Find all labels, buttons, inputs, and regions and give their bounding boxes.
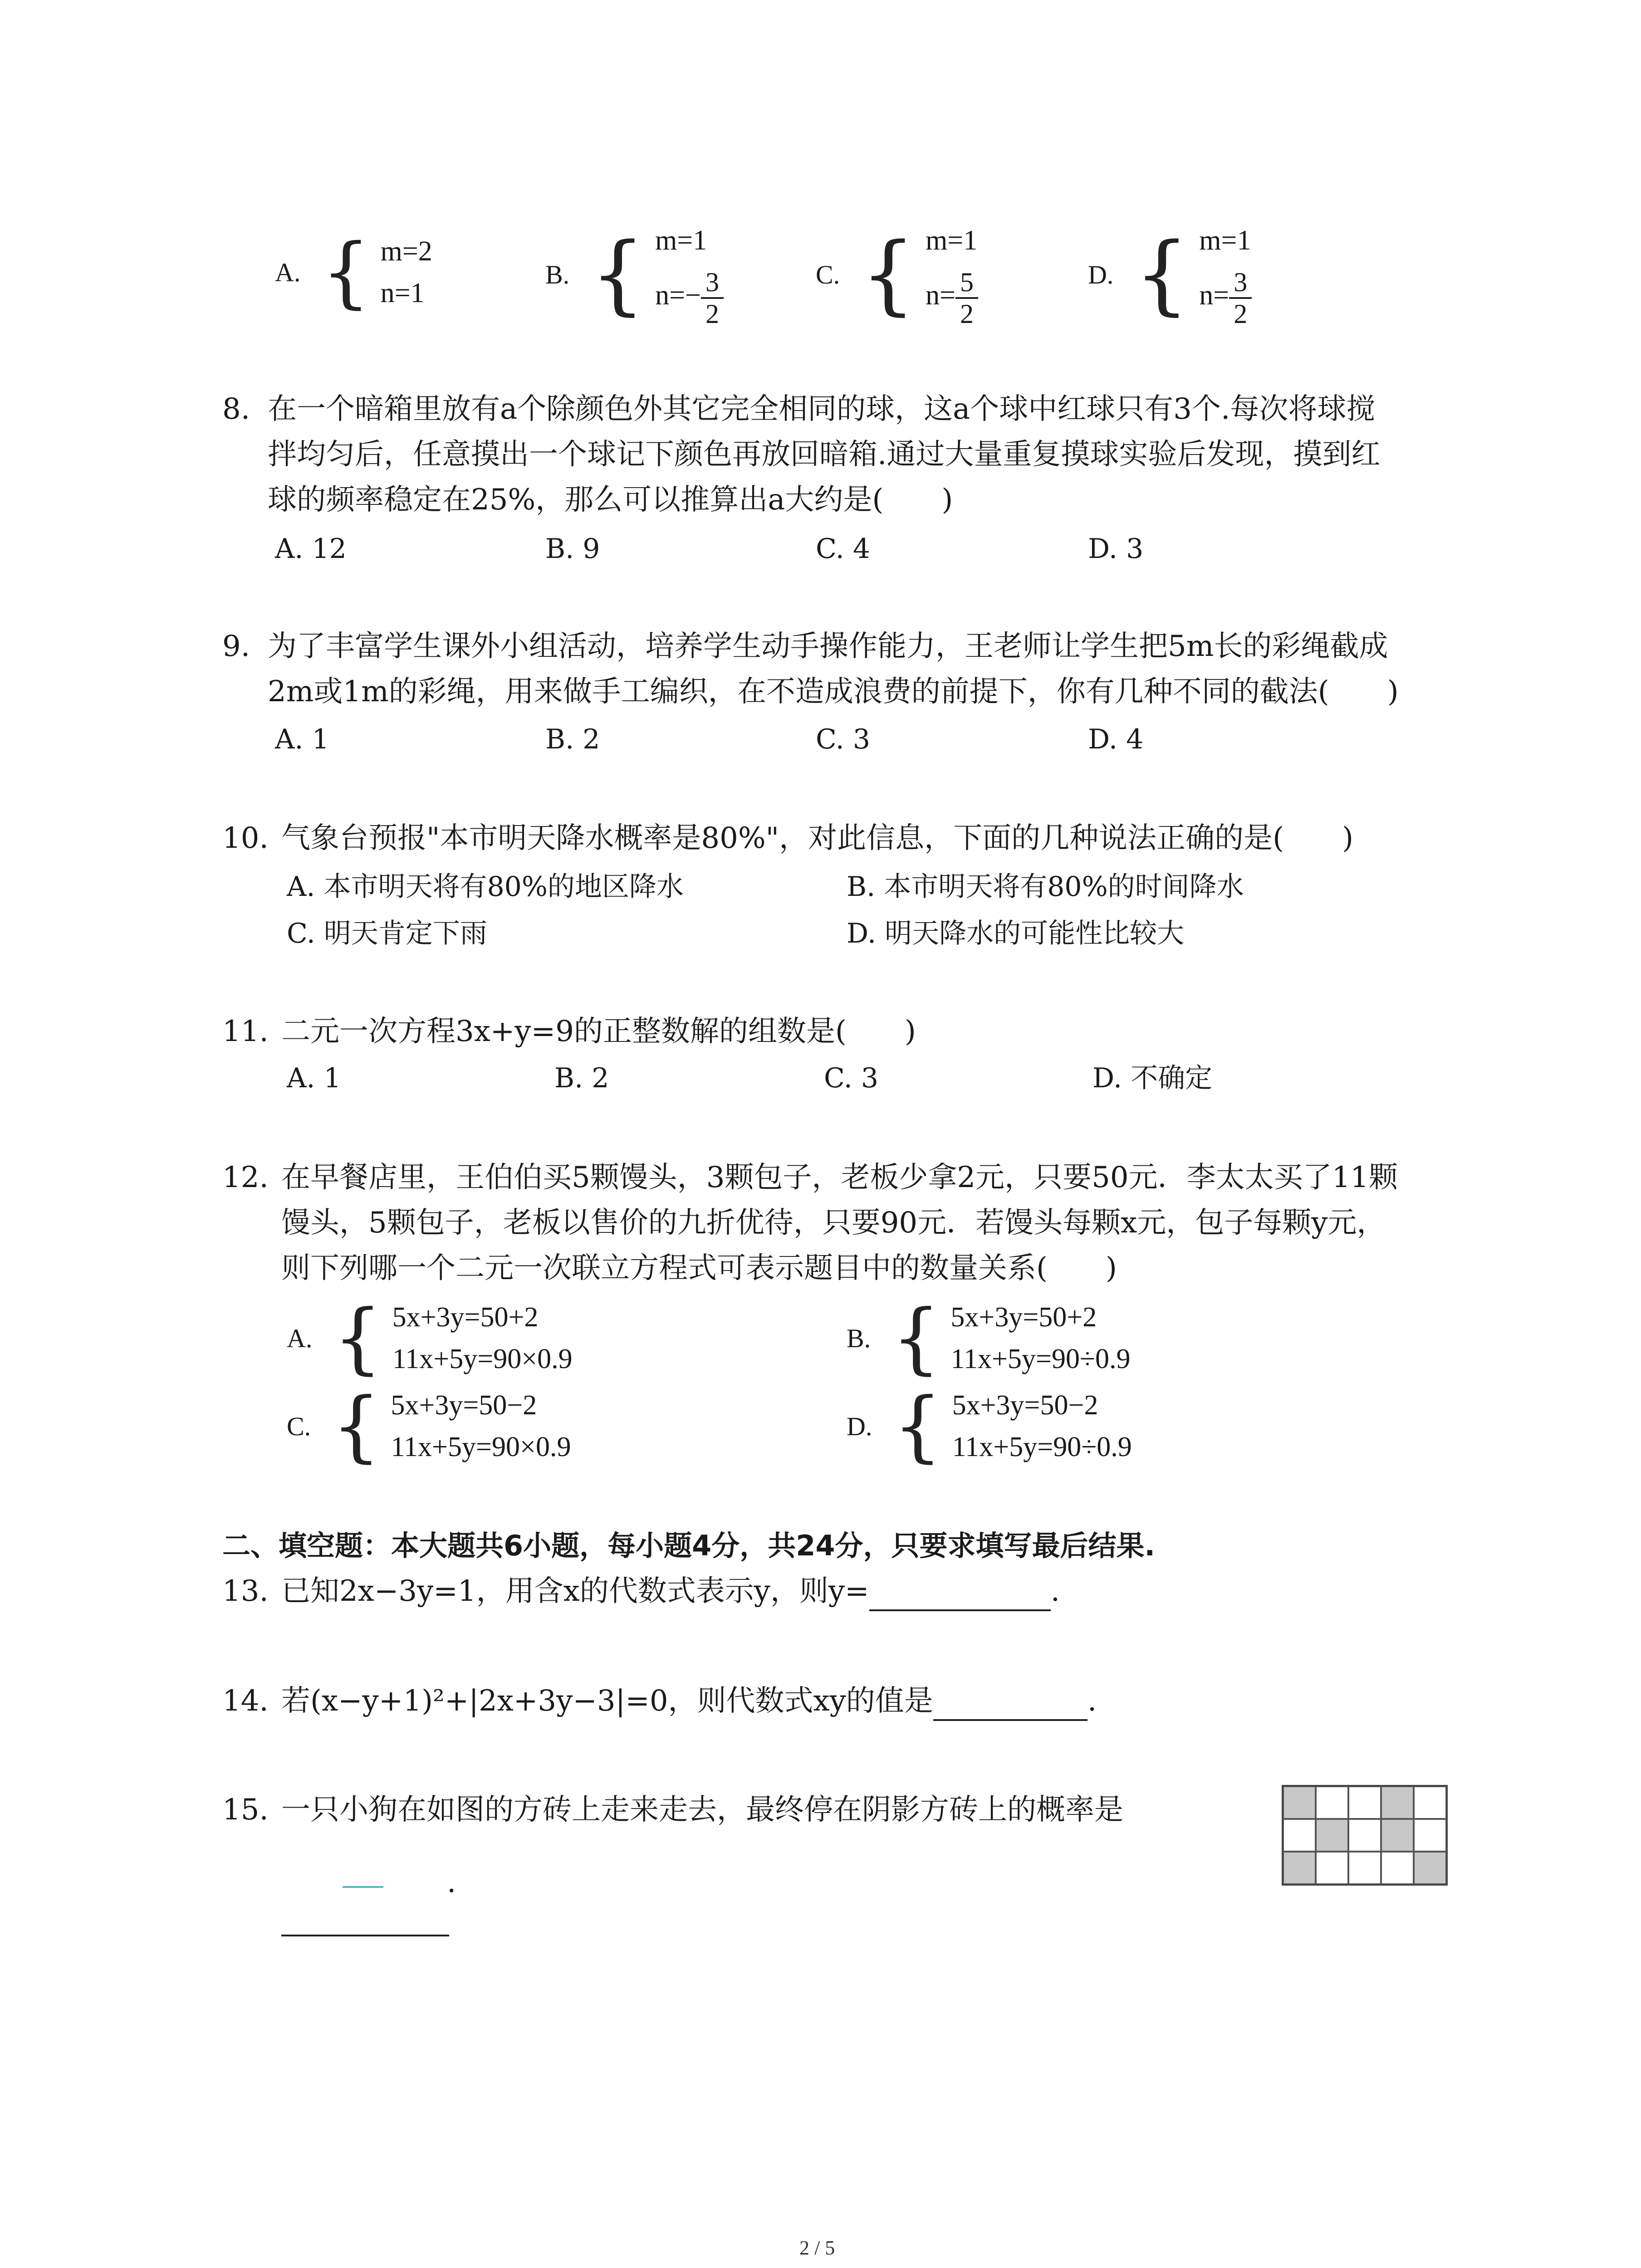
q9-text-line: 2m或1m的彩绳，用来做手工编织，在不造成浪费的前提下，你有几种不同的截法( ) (268, 675, 1399, 709)
brace-icon: { (321, 227, 371, 317)
q12-number: 12. (222, 1161, 269, 1194)
q11-option-c: C. 3 (824, 1062, 879, 1094)
q14-text: 若(x−y+1)²+|2x+3y−3|=0，则代数式xy的值是 (281, 1684, 933, 1718)
q12-option-d (847, 1381, 1132, 1471)
q13-line (281, 1573, 1060, 1611)
q15-text: 一只小狗在如图的方砖上走来走去，最终停在阴影方砖上的概率是 (281, 1793, 1123, 1827)
brace-icon: { (590, 224, 646, 324)
answer-blank[interactable] (281, 1935, 449, 1936)
denominator: 2 (705, 298, 720, 329)
equation-row (655, 261, 724, 329)
fraction (1229, 267, 1252, 329)
q14-end: . (1087, 1684, 1097, 1718)
q7-option-d (1088, 220, 1252, 329)
q14-line (281, 1683, 1097, 1721)
q10-option-c: C. 明天肯定下雨 (287, 918, 487, 949)
q8-number: 8. (222, 392, 250, 426)
tile-shaded (1381, 1786, 1414, 1819)
option-label: C. (287, 1411, 311, 1441)
option-label: A. (287, 1323, 313, 1353)
tile (1414, 1786, 1446, 1819)
equation-prefix: n= (926, 280, 956, 311)
fraction (701, 267, 724, 329)
equation-prefix: n=− (655, 280, 701, 311)
equation-row: 11x+5y=90×0.9 (392, 1344, 573, 1374)
q9-text-line: 为了丰富学生课外小组活动，培养学生动手操作能力，王老师让学生把5m长的彩绳截成 (268, 630, 1388, 663)
brace-icon: { (861, 224, 916, 324)
q8-text-line: 在一个暗箱里放有a个除颜色外其它完全相同的球，这a个球中红球只有3个.每次将球搅 (268, 392, 1376, 426)
q10-text: 气象台预报"本市明天降水概率是80%"，对此信息，下面的几种说法正确的是( ) (281, 821, 1354, 855)
brace-icon: { (1134, 224, 1190, 324)
brace-icon: { (333, 1293, 382, 1383)
q14-number: 14. (222, 1684, 269, 1718)
q8-text-line: 拌均匀后，任意摸出一个球记下颜色再放回暗箱.通过大量重复摸球实验后发现，摸到红 (268, 438, 1381, 471)
tile-shaded (1283, 1852, 1316, 1884)
equation-row: 5x+3y=50+2 (950, 1302, 1097, 1333)
numerator: 5 (955, 267, 978, 299)
option-label: D. (847, 1411, 872, 1441)
q11-text: 二元一次方程3x+y=9的正整数解的组数是( ) (281, 1015, 916, 1048)
q8-option-a: A. 12 (275, 533, 347, 565)
equation-row: 11x+5y=90×0.9 (391, 1432, 571, 1462)
q10-number: 10. (222, 821, 269, 855)
option-label: C. (816, 259, 840, 289)
tile-shaded (1414, 1852, 1446, 1884)
q12-text-line: 在早餐店里，王伯伯买5颗馒头，3颗包子，老板少拿2元，只要50元．李太太买了11颗 (281, 1161, 1398, 1194)
denominator: 2 (960, 298, 974, 329)
q8-option-c: C. 4 (816, 533, 871, 565)
q9-option-b: B. 2 (545, 723, 600, 755)
q15-end: . (447, 1866, 456, 1899)
option-label: B. (545, 259, 570, 289)
option-label: A. (275, 257, 301, 287)
q11-option-a: A. 1 (287, 1062, 341, 1094)
tile (1348, 1852, 1381, 1884)
tile (1348, 1819, 1381, 1852)
tile-shaded (1316, 1819, 1348, 1852)
q12-text-line: 则下列哪一个二元一次联立方程式可表示题目中的数量关系( ) (281, 1251, 1117, 1285)
answer-blank[interactable] (933, 1683, 1087, 1721)
q8-text-line: 球的频率稳定在25%，那么可以推算出a大约是( ) (268, 483, 953, 517)
answer-mark (343, 1886, 383, 1888)
equation-row: m=1 (926, 225, 978, 256)
q7-option-a (275, 227, 432, 317)
q11-option-d: D. 不确定 (1092, 1062, 1213, 1094)
q13-number: 13. (222, 1574, 269, 1608)
q10-option-d: D. 明天降水的可能性比较大 (847, 918, 1185, 949)
tile (1316, 1786, 1348, 1819)
q15-number: 15. (222, 1793, 269, 1827)
q12-text-line: 馒头，5颗包子，老板以售价的九折优待，只要90元．若馒头每颗x元，包子每颗y元， (281, 1206, 1386, 1240)
q11-option-b: B. 2 (554, 1062, 609, 1094)
option-label: B. (847, 1323, 871, 1353)
q11-number: 11. (222, 1015, 269, 1048)
equation-row (1199, 261, 1252, 329)
page-number: 2 / 5 (799, 2237, 835, 2259)
numerator: 3 (1229, 267, 1252, 299)
q12-option-b (847, 1293, 1131, 1383)
tile (1414, 1819, 1446, 1852)
fraction (955, 267, 978, 329)
tile-shaded (1381, 1819, 1414, 1852)
tile-shaded (1283, 1786, 1316, 1819)
equation-prefix: n= (1199, 280, 1230, 311)
q10-option-a: A. 本市明天将有80%的地区降水 (287, 871, 684, 903)
q12-option-a (287, 1293, 573, 1383)
equation-row: m=1 (1199, 225, 1251, 256)
equation-row: 5x+3y=50−2 (391, 1390, 537, 1421)
equation-row: 11x+5y=90÷0.9 (952, 1432, 1132, 1462)
q7-option-b (545, 220, 724, 329)
equation-row: n=1 (380, 278, 425, 308)
tile (1348, 1786, 1381, 1819)
equation-row (926, 261, 978, 329)
q9-option-c: C. 3 (816, 723, 871, 755)
q13-text: 已知2x−3y=1，用含x的代数式表示y，则y= (281, 1574, 869, 1608)
equation-row: 11x+5y=90÷0.9 (950, 1344, 1131, 1374)
q7-option-c (816, 220, 978, 329)
tile (1381, 1852, 1414, 1884)
q9-option-d: D. 4 (1088, 723, 1144, 755)
q13-end: . (1050, 1574, 1060, 1608)
equation-row: m=1 (655, 225, 707, 256)
tile-grid-figure (1282, 1785, 1448, 1886)
equation-row: 5x+3y=50−2 (952, 1390, 1098, 1421)
denominator: 2 (1234, 298, 1248, 329)
q9-number: 9. (222, 630, 250, 663)
equation-row: 5x+3y=50+2 (392, 1302, 539, 1333)
brace-icon: { (893, 1381, 942, 1471)
q9-option-a: A. 1 (275, 723, 329, 755)
q12-option-c (287, 1381, 571, 1471)
tile (1316, 1852, 1348, 1884)
answer-blank[interactable] (869, 1573, 1051, 1611)
tile (1283, 1819, 1316, 1852)
option-label: D. (1088, 259, 1114, 289)
q10-option-b: B. 本市明天将有80%的时间降水 (847, 871, 1244, 903)
section-heading: 二、填空题：本大题共6小题，每小题4分，共24分，只要求填写最后结果. (222, 1529, 1156, 1562)
brace-icon: { (332, 1381, 381, 1471)
numerator: 3 (701, 267, 724, 299)
q8-option-b: B. 9 (545, 533, 600, 565)
q8-option-d: D. 3 (1088, 533, 1144, 565)
brace-icon: { (892, 1293, 941, 1383)
equation-row: m=2 (380, 236, 432, 267)
